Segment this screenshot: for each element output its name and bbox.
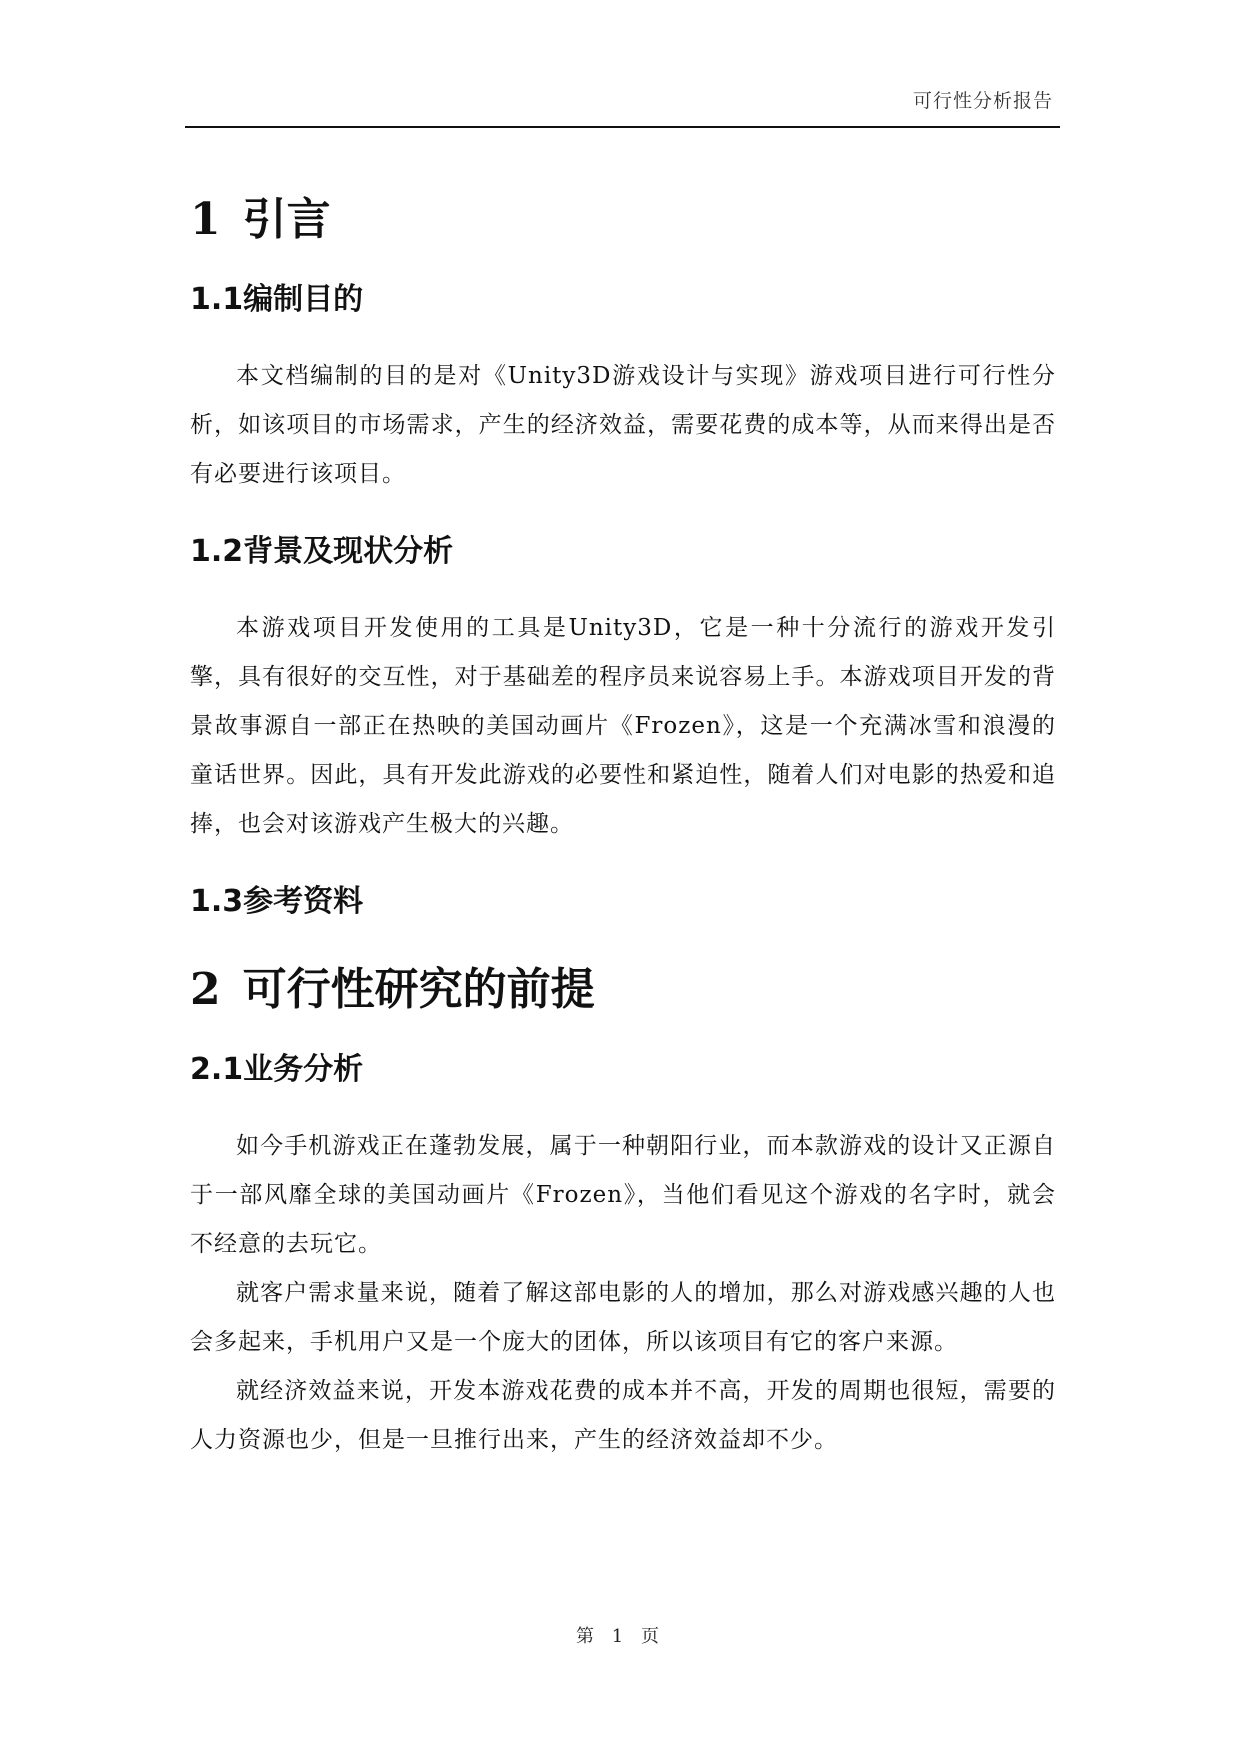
chapter-1-number: 1 [190,194,221,245]
section-1-2-heading: 1.2背景及现状分析 [190,534,454,569]
page-number: 第 1 页 [576,1626,665,1647]
chapter-1-heading [190,190,1056,250]
section-2-1-paragraph-1: 如今手机游戏正在蓬勃发展，属于一种朝阳行业，而本款游戏的设计又正源自于一部风靡全球的美国动画片《Frozen》，当他们看见这个游戏的名字时，就会不经意的去玩它。 [190,1133,1056,1257]
chapter-2-number: 2 [190,964,221,1015]
section-1-1-paragraph: 本文档编制的目的是对《Unity3D游戏设计与实现》游戏项目进行可行性分析，如该项目的市场需求，产生的经济效益，需要花费的成本等，从而来得出是否有必要进行该项目。 [190,363,1056,487]
page-content [190,190,1056,1465]
section-1-2-paragraph: 本游戏项目开发使用的工具是Unity3D，它是一种十分流行的游戏开发引擎，具有很好的交互性，对于基础差的程序员来说容易上手。本游戏项目开发的背景故事源自一部正在热映的美国动画片《Frozen》，这是一个充满冰雪和浪漫的童话世界。因此，具有开发此游戏的必要性和紧迫性，随着人们对电影的热爱和追捧，也会对该游戏产生极大的兴趣。 [190,615,1056,837]
section-2-1-paragraph-3: 就经济效益来说，开发本游戏花费的成本并不高，开发的周期也很短，需要的人力资源也少，但是一旦推行出来，产生的经济效益却不少。 [190,1378,1056,1453]
section-2-1-heading: 2.1业务分析 [190,1052,364,1087]
chapter-1-title: 引言 [242,194,331,245]
section-1-3-heading: 1.3参考资料 [190,884,364,919]
section-1-1-heading: 1.1编制目的 [190,282,364,317]
chapter-2-title: 可行性研究的前提 [242,964,595,1015]
header-rule [185,126,1060,128]
chapter-2-heading [190,960,1056,1020]
running-header: 可行性分析报告 [912,90,1053,112]
section-2-1-paragraph-2: 就客户需求量来说，随着了解这部电影的人的增加，那么对游戏感兴趣的人也会多起来，手机用户又是一个庞大的团体，所以该项目有它的客户来源。 [190,1280,1056,1355]
